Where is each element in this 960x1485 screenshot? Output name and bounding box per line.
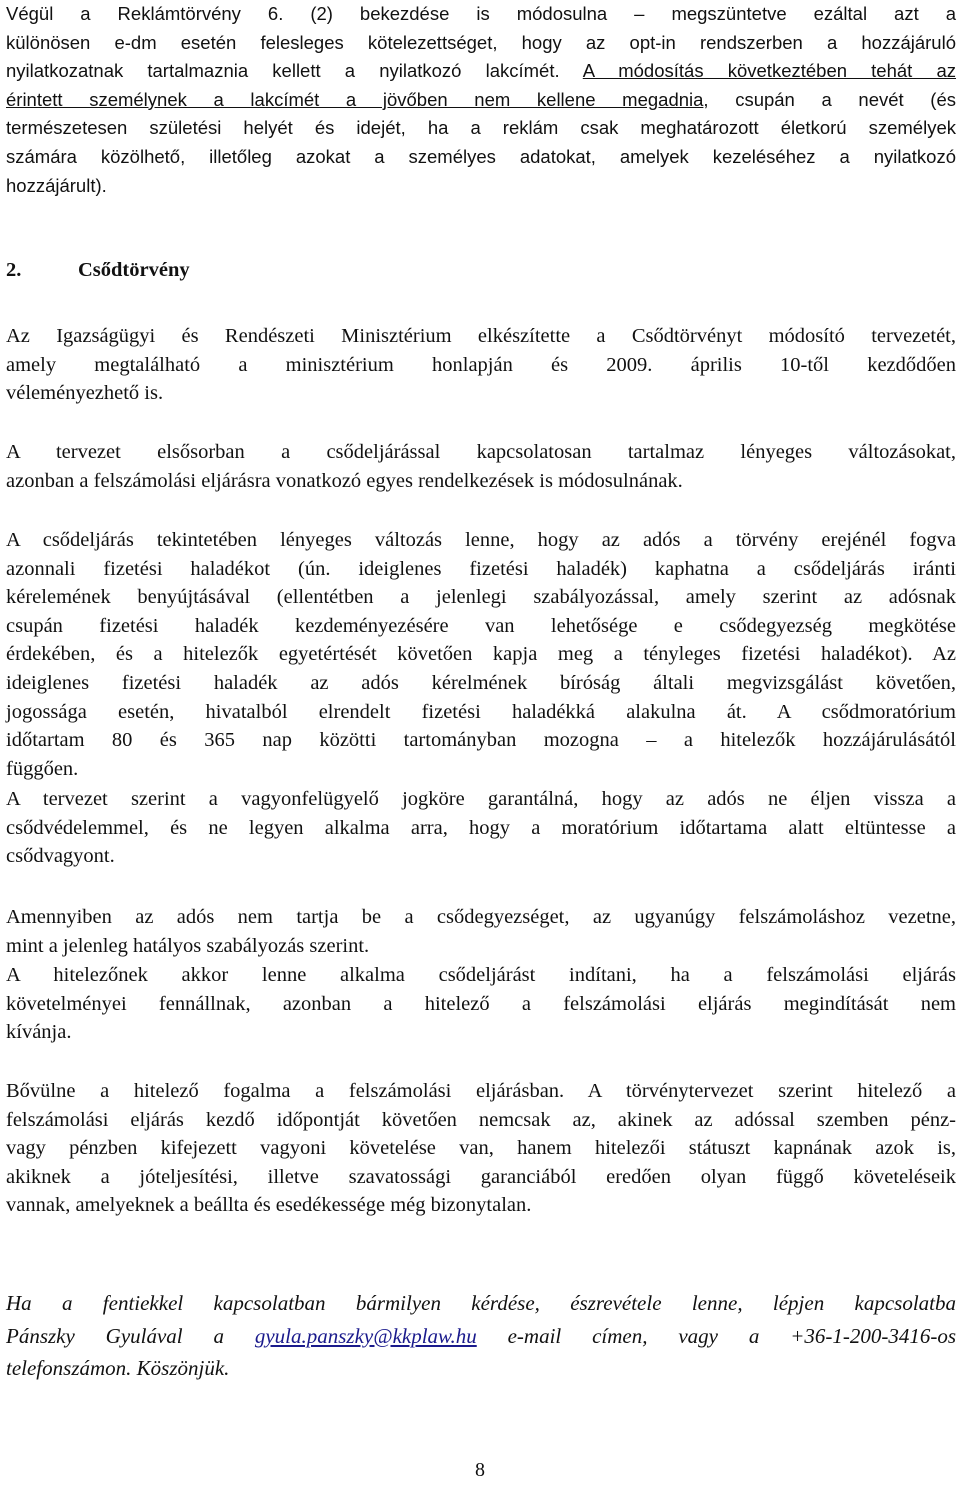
text-line: Bővülne a hitelező fogalma a felszámolási eljárásban. A törvénytervezet szerint hitelező a <box>6 1080 956 1102</box>
text-span: Pánszky Gyulával a <box>6 1323 255 1348</box>
text-line: akiknek a jóteljesítési, illetve szavatossági garanciából eredően olyan függő követeléseik <box>6 1165 956 1188</box>
text-line: A tervezet elsősorban a csődeljárással kapcsolatosan tartalmaz lényeges változásokat, <box>6 441 956 463</box>
paragraph <box>6 322 956 408</box>
text-line: kívánja. <box>6 1021 72 1044</box>
text-line: A tervezet szerint a vagyonfelügyelő jogköre garantálná, hogy az adós ne éljen vissza a <box>6 788 956 810</box>
text-line: követelményei fennállnak, azonban a hitelező a felszámolási eljárás megindítását nem <box>6 992 956 1015</box>
text-line: érdekében, és a hitelezők egyetértését követően kapja meg a tényleges fizetési haladékot). Az <box>6 643 956 666</box>
page-number: 8 <box>475 1459 485 1481</box>
text-line: vagy pénzben kifejezett vagyoni követelése van, hanem hitelezői státuszt kapnának azok is, <box>6 1137 956 1160</box>
underlined-text: érintett személynek a lakcímét a jövőben nem kellene megadnia <box>6 88 704 110</box>
text-line: azonnali fizetési haladékot (ún. ideiglenes fizetési haladék) kaphatna a csődeljárás iránti <box>6 557 956 580</box>
text-line: felszámolási eljárás kezdő időpontját követően nemcsak az, akinek az adóssal szemben pénz- <box>6 1108 956 1131</box>
text-line: azonban a felszámolási eljárásra vonatkozó egyes rendelkezések is módosulnának. <box>6 469 683 492</box>
text-span: , csupán a nevét (és <box>703 88 956 110</box>
contact-paragraph <box>6 1287 956 1385</box>
text-line <box>6 86 956 115</box>
text-line: számára közölhető, illetőleg azokat a személyes adatokat, amelyek kezeléséhez a nyilatkozó <box>6 145 956 167</box>
text-line <box>6 1320 956 1353</box>
text-line: A hitelezőnek akkor lenne alkalma csődeljárást indítani, ha a felszámolási eljárás <box>6 964 956 986</box>
paragraph <box>6 438 956 495</box>
text-line: amely megtalálható a minisztérium honlapján és 2009. április 10-től kezdődően <box>6 353 956 376</box>
text-line: jogossága esetén, hivatalból elrendelt fizetési haladékká alakulna át. A csődmoratórium <box>6 700 956 723</box>
paragraph-intro <box>6 0 956 200</box>
text-line <box>6 57 956 86</box>
section-number: 2. <box>6 259 22 281</box>
text-line: csődvédelemmel, és ne legyen alkalma arra, hogy a moratórium időtartama alatt eltüntesse a <box>6 816 956 839</box>
text-span: nyilatkozatnak tartalmaznia kellett a nyilatkozó lakcímét. <box>6 60 583 82</box>
paragraph <box>6 785 956 871</box>
section-heading <box>6 256 190 285</box>
text-line: kérelemének benyújtásával (ellentétben a jelenlegi szabályozással, amely szerint az adósnak <box>6 586 956 609</box>
text-line: Ha a fentiekkel kapcsolatban bármilyen kérdése, észrevétele lenne, lépjen kapcsolatba <box>6 1291 956 1315</box>
text-line: véleményezhető is. <box>6 382 164 405</box>
text-line: csupán fizetési haladék kezdeményezésére van lehetősége e csődegyezség megkötése <box>6 614 956 637</box>
paragraph <box>6 903 956 960</box>
text-line: időtartam 80 és 365 nap közötti tartományban mozogna – a hitelezők hozzájárulásától <box>6 729 956 752</box>
section-title: Csődtörvény <box>78 259 190 281</box>
text-line: csődvagyont. <box>6 845 115 868</box>
text-line: Végül a Reklámtörvény 6. (2) bekezdése is módosulna – megszüntetve ezáltal azt a <box>6 3 956 24</box>
paragraph <box>6 961 956 1047</box>
email-link[interactable]: gyula.panszky@kkplaw.hu <box>254 1323 477 1348</box>
text-line: természetesen születési helyét és idejét, ha a reklám csak meghatározott életkorú személyek <box>6 117 956 139</box>
text-line: mint a jelenleg hatályos szabályozás szerint. <box>6 934 370 957</box>
text-line: függően. <box>6 757 79 780</box>
text-span: e-mail címen, vagy a +36-1-200-3416-os <box>476 1323 957 1348</box>
text-line: különösen e-dm esetén felesleges kötelezettséget, hogy az opt-in rendszerben a hozzájáruló <box>6 31 956 53</box>
text-line: Amennyiben az adós nem tartja be a csődegyezséget, az ugyanúgy felszámoláshoz vezetne, <box>6 906 956 928</box>
text-line: vannak, amelyeknek a beállta és esedékessége még bizonytalan. <box>6 1194 532 1217</box>
text-line: hozzájárult). <box>6 174 107 196</box>
paragraph <box>6 526 956 783</box>
underlined-text: A módosítás következtében tehát az <box>582 60 957 82</box>
paragraph <box>6 1077 956 1220</box>
text-line: A csődeljárás tekintetében lényeges változás lenne, hogy az adós a törvény erejénél fogva <box>6 529 956 551</box>
text-line: telefonszámon. Köszönjük. <box>6 1356 230 1380</box>
text-line: ideiglenes fizetési haladék az adós kérelmének bíróság általi megvizsgálást követően, <box>6 671 956 694</box>
text-line: Az Igazságügyi és Rendészeti Minisztérium elkészítette a Csődtörvényt módosító tervezetét, <box>6 325 956 347</box>
